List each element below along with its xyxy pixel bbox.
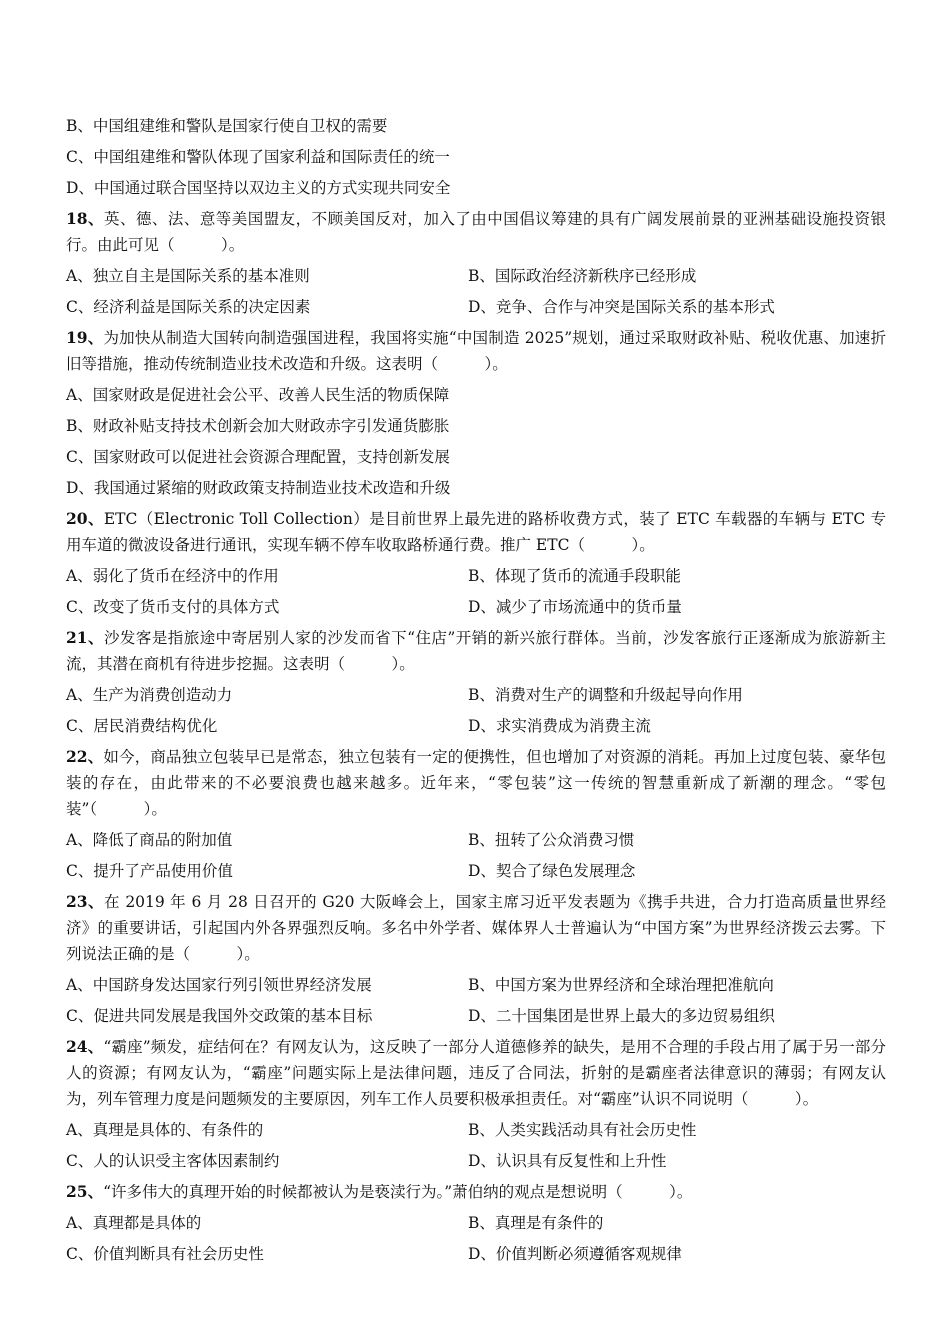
q17-option-d: D、中国通过联合国坚持以双边主义的方式实现共同安全 xyxy=(66,179,451,197)
q17-options xyxy=(66,111,886,204)
question-19 xyxy=(66,323,886,504)
question-stem xyxy=(66,887,886,970)
option-c: C、经济利益是国际关系的决定因素 xyxy=(66,298,311,316)
question-25 xyxy=(66,1177,886,1270)
question-22 xyxy=(66,742,886,887)
question-number: 19、 xyxy=(66,328,104,347)
option-b: B、国际政治经济新秩序已经形成 xyxy=(468,267,697,285)
option-c: C、改变了货币支付的具体方式 xyxy=(66,598,280,616)
option-row xyxy=(66,1208,886,1239)
option-c: C、国家财政可以促进社会资源合理配置，支持创新发展 xyxy=(66,448,450,466)
question-stem xyxy=(66,204,886,261)
option-c: C、价值判断具有社会历史性 xyxy=(66,1245,264,1263)
option-row xyxy=(66,292,886,323)
question-list xyxy=(66,204,886,1270)
question-stem xyxy=(66,1177,886,1208)
question-stem xyxy=(66,504,886,561)
option-c: C、促进共同发展是我国外交政策的基本目标 xyxy=(66,1007,373,1025)
exam-page xyxy=(66,111,886,1270)
question-18 xyxy=(66,204,886,323)
question-24 xyxy=(66,1032,886,1177)
option-d: D、价值判断必须遵循客观规律 xyxy=(468,1245,682,1263)
question-text: 英、德、法、意等美国盟友，不顾美国反对，加入了由中国倡议筹建的具有广阔发展前景的亚洲基础设施投资银行。由此可见（ ）。 xyxy=(66,210,886,254)
question-number: 21、 xyxy=(66,628,104,647)
option-d: D、减少了市场流通中的货币量 xyxy=(468,598,682,616)
question-text: 如今，商品独立包装早已是常态，独立包装有一定的便携性，但也增加了对资源的消耗。再加上过度包装、豪华包装的存在，由此带来的不必要浪费也越来越多。近年来，“零包装”这一传统的智慧重新成了新潮的理念。“零包装”（ ）。 xyxy=(66,748,886,818)
option-row xyxy=(66,261,886,292)
question-number: 24、 xyxy=(66,1037,104,1056)
option-row xyxy=(66,1001,886,1032)
question-text: ETC（Electronic Toll Collection）是目前世界上最先进的路桥收费方式，装了 ETC 车载器的车辆与 ETC 专用车道的微波设备进行通讯，实现车辆不停车收取路桥通行费。推广 ETC（ ）。 xyxy=(66,510,886,554)
option-b: B、中国方案为世界经济和全球治理把准航向 xyxy=(468,976,774,994)
question-number: 18、 xyxy=(66,209,105,228)
question-number: 25、 xyxy=(66,1182,104,1201)
option-row xyxy=(66,1115,886,1146)
question-stem xyxy=(66,323,886,380)
option-b: B、体现了货币的流通手段职能 xyxy=(468,567,681,585)
question-text: “许多伟大的真理开始的时候都被认为是亵渎行为。”萧伯纳的观点是想说明（ ）。 xyxy=(103,1183,693,1201)
option-d: D、求实消费成为消费主流 xyxy=(468,717,651,735)
question-stem xyxy=(66,1032,886,1115)
option-row xyxy=(66,825,886,856)
option-a: A、独立自主是国际关系的基本准则 xyxy=(66,267,310,285)
option-c: C、提升了产品使用价值 xyxy=(66,862,233,880)
q17-option-c: C、中国组建维和警队体现了国家利益和国际责任的统一 xyxy=(66,148,450,166)
option-c: C、人的认识受主客体因素制约 xyxy=(66,1152,280,1170)
question-text: 为加快从制造大国转向制造强国进程，我国将实施“中国制造 2025”规划，通过采取财政补贴、税收优惠、加速折旧等措施，推动传统制造业技术改造和升级。这表明（ ）。 xyxy=(66,329,886,373)
option-d: D、二十国集团是世界上最大的多边贸易组织 xyxy=(468,1007,775,1025)
option-a: A、降低了商品的附加值 xyxy=(66,831,233,849)
question-number: 23、 xyxy=(66,892,104,911)
option-d: D、认识具有反复性和上升性 xyxy=(468,1152,667,1170)
question-stem xyxy=(66,742,886,825)
option-c: C、居民消费结构优化 xyxy=(66,717,218,735)
option-row xyxy=(66,1146,886,1177)
question-text: “霸座”频发，症结何在？有网友认为，这反映了一部分人道德修养的缺失，是用不合理的手段占用了属于另一部分人的资源；有网友认为，“霸座”问题实际上是法律问题，违反了合同法，折射的是霸座者法律意识的薄弱；有网友认为，列车管理力度是问题频发的主要原因，列车工作人员要积极承担责任。对“霸座”认识不同说明（ ）。 xyxy=(66,1038,886,1108)
option-d: D、我国通过紧缩的财政政策支持制造业技术改造和升级 xyxy=(66,479,451,497)
q17-option-b: B、中国组建维和警队是国家行使自卫权的需要 xyxy=(66,117,388,135)
question-20 xyxy=(66,504,886,623)
question-stem xyxy=(66,623,886,680)
option-d: D、竞争、合作与冲突是国际关系的基本形式 xyxy=(468,298,775,316)
option-b: B、消费对生产的调整和升级起导向作用 xyxy=(468,686,743,704)
question-23 xyxy=(66,887,886,1032)
option-row xyxy=(66,592,886,623)
question-number: 20、 xyxy=(66,509,104,528)
option-row xyxy=(66,1239,886,1270)
option-a: A、真理都是具体的 xyxy=(66,1214,202,1232)
option-a: A、真理是具体的、有条件的 xyxy=(66,1121,264,1139)
option-row xyxy=(66,856,886,887)
option-b: B、人类实践活动具有社会历史性 xyxy=(468,1121,697,1139)
option-d: D、契合了绿色发展理念 xyxy=(468,862,636,880)
option-a: A、国家财政是促进社会公平、改善人民生活的物质保障 xyxy=(66,386,450,404)
option-a: A、弱化了货币在经济中的作用 xyxy=(66,567,279,585)
option-row xyxy=(66,680,886,711)
option-row xyxy=(66,561,886,592)
option-a: A、生产为消费创造动力 xyxy=(66,686,233,704)
option-row xyxy=(66,970,886,1001)
question-number: 22、 xyxy=(66,747,104,766)
question-text: 沙发客是指旅途中寄居别人家的沙发而省下“住店”开销的新兴旅行群体。当前，沙发客旅行正逐渐成为旅游新主流，其潜在商机有待进步挖掘。这表明（ ）。 xyxy=(66,629,886,673)
option-b: B、真理是有条件的 xyxy=(468,1214,604,1232)
option-row xyxy=(66,711,886,742)
option-b: B、扭转了公众消费习惯 xyxy=(468,831,635,849)
option-a: A、中国跻身发达国家行列引领世界经济发展 xyxy=(66,976,372,994)
question-21 xyxy=(66,623,886,742)
option-b: B、财政补贴支持技术创新会加大财政赤字引发通货膨胀 xyxy=(66,417,450,435)
question-text: 在 2019 年 6 月 28 日召开的 G20 大阪峰会上，国家主席习近平发表题为《携手共进，合力打造高质量世界经济》的重要讲话，引起国内外各界强烈反响。多名中外学者、媒体界人士普遍认为“中国方案”为世界经济拨云去雾。下列说法正确的是（ ）。 xyxy=(66,893,886,963)
